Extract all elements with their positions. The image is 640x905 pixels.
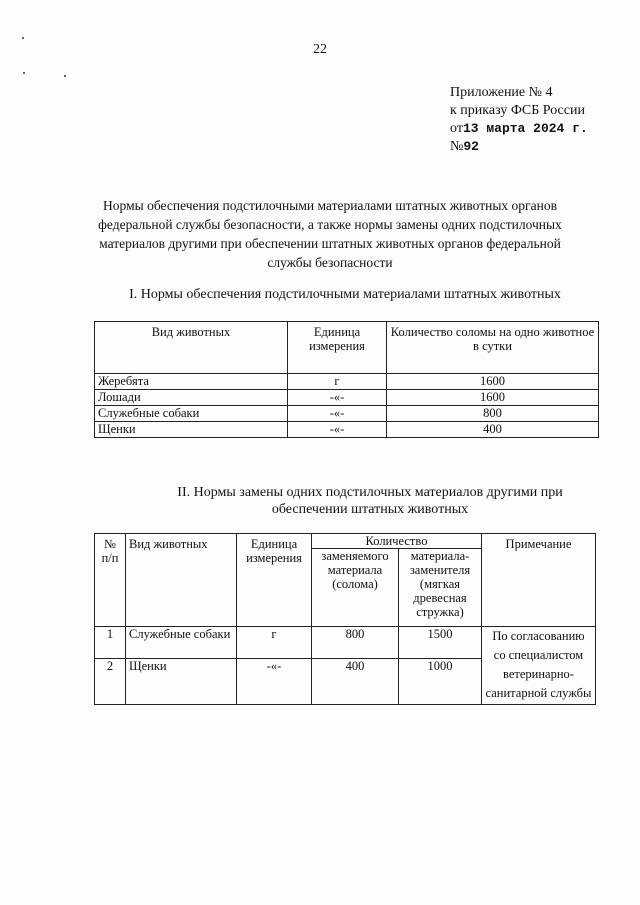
cell-animal: Служебные собаки (126, 627, 237, 659)
cell-quantity: 1600 (387, 390, 599, 406)
header-note: Примечание (482, 534, 596, 627)
header-replaced: заменяемого материала (солома) (312, 549, 399, 627)
cell-animal: Служебные собаки (95, 406, 288, 422)
table-row (95, 390, 599, 406)
appendix-date-line (450, 120, 588, 138)
appendix-date: 13 марта 2024 г. (462, 121, 588, 136)
header-animal: Вид животных (95, 322, 288, 374)
section2-table (94, 533, 596, 705)
cell-animal: Лошади (95, 390, 288, 406)
header-unit: Единица измерения (237, 534, 312, 627)
cell-unit: -«- (288, 422, 387, 438)
table-row (95, 422, 599, 438)
cell-unit: г (288, 374, 387, 390)
number-prefix: № (450, 139, 464, 154)
date-prefix: от (450, 121, 463, 136)
header-quantity: Количество соломы на одно животное в сутки (387, 322, 599, 374)
cell-unit: г (237, 627, 312, 659)
cell-unit: -«- (288, 406, 387, 422)
header-animal: Вид животных (126, 534, 237, 627)
cell-quantity: 800 (387, 406, 599, 422)
cell-num: 1 (95, 627, 126, 659)
header-num: № п/п (95, 534, 126, 627)
scan-speck (23, 72, 25, 74)
section2-heading: II. Нормы замены одних подстилочных материалов другими при обеспечении штатных животных (177, 485, 563, 517)
page-number: 22 (313, 42, 327, 57)
scan-speck (64, 75, 66, 77)
cell-quantity: 400 (387, 422, 599, 438)
cell-replaced: 800 (312, 627, 399, 659)
table-header-row (95, 322, 599, 374)
header-replacing: материала-заменителя (мягкая древесная стружка) (399, 549, 482, 627)
cell-replaced: 400 (312, 659, 399, 705)
appendix-block (450, 84, 588, 156)
table-row (95, 406, 599, 422)
header-unit: Единица измерения (288, 322, 387, 374)
cell-quantity: 1600 (387, 374, 599, 390)
cell-num: 2 (95, 659, 126, 705)
appendix-title: Приложение № 4 (450, 85, 553, 100)
cell-animal: Щенки (95, 422, 288, 438)
cell-note: По согласованию со специалистом ветеринарно-санитарной службы (482, 627, 596, 705)
section1-table (94, 321, 599, 438)
table-header-row (95, 534, 596, 549)
header-quantity: Количество (312, 534, 482, 549)
appendix-order: к приказу ФСБ России (450, 103, 585, 118)
appendix-number-line (450, 138, 588, 156)
cell-animal: Щенки (126, 659, 237, 705)
document-title: Нормы обеспечения подстилочными материалами штатных животных органов федеральной службы безопасности, а также нормы замены одних подстилочных материалов другими при обеспечении штатных животных органов федеральной службы безопасности (98, 198, 562, 270)
scan-speck (22, 37, 24, 39)
table-row (95, 374, 599, 390)
cell-replacing: 1000 (399, 659, 482, 705)
cell-replacing: 1500 (399, 627, 482, 659)
cell-unit: -«- (288, 390, 387, 406)
cell-animal: Жеребята (95, 374, 288, 390)
table-row (95, 627, 596, 659)
appendix-number: 92 (463, 139, 479, 154)
cell-unit: -«- (237, 659, 312, 705)
section1-heading: I. Нормы обеспечения подстилочными материалами штатных животных (129, 287, 561, 302)
